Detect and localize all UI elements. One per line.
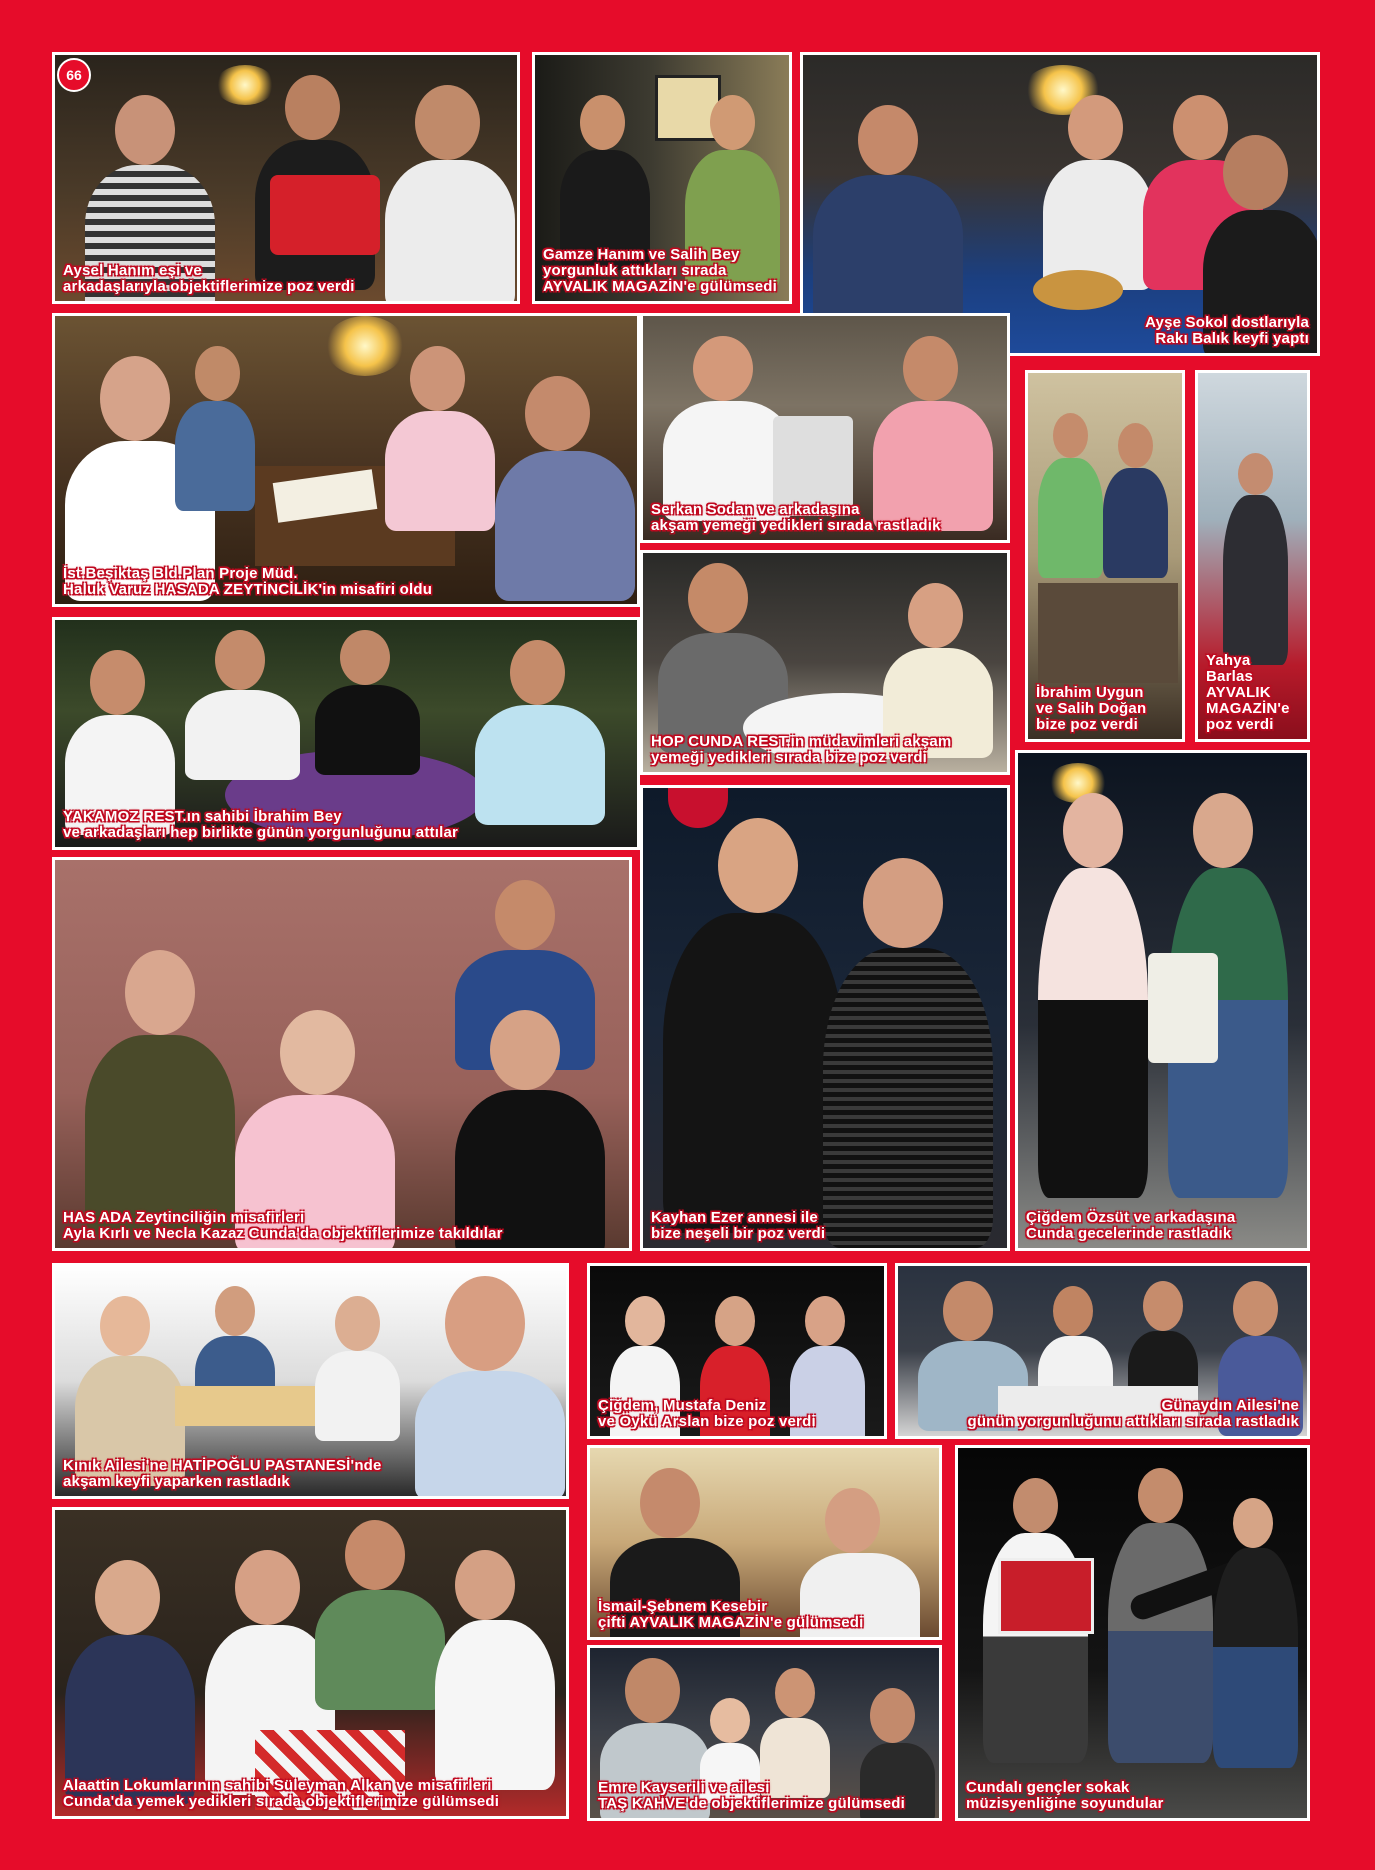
photo-caption: İsmail-Şebnem Kesebir çifti AYVALIK MAGAZİN'e gülümsedi — [598, 1598, 864, 1631]
photo-caption: Kınık Ailesi'ne HATİPOĞLU PASTANESİ'nde akşam keyfi yaparken rastladık — [63, 1457, 382, 1490]
photo-alaattin-lokumlari — [52, 1507, 569, 1819]
photo-cigdem-mustafa-oyku — [587, 1263, 887, 1439]
photo-caption: Aysel Hanım eşi ve arkadaşlarıyla objektiflerimize poz verdi — [63, 262, 355, 295]
photo-haluk-varuz — [52, 313, 640, 607]
photo-caption: YAKAMOZ REST.ın sahibi İbrahim Bey ve arkadaşları hep birlikte günün yorgunluğunu attılar — [63, 808, 459, 841]
photo-kayhan-ezer — [640, 785, 1010, 1251]
photo-caption: Günaydın Ailesi'ne günün yorgunluğunu attıkları sırada rastladık — [967, 1397, 1299, 1430]
photo-caption: Emre Kayserili ve ailesi TAŞ KAHVE'de objektiflerimize gülümsedi — [598, 1779, 905, 1812]
photo-ibrahim-salih — [1025, 370, 1185, 742]
photo-caption: Serkan Sodan ve arkadaşına akşam yemeği yedikleri sırada rastladık — [651, 501, 941, 534]
photo-cundali-gencler — [955, 1445, 1310, 1821]
photo-gunaydin-ailesi — [895, 1263, 1310, 1439]
photo-serkan-sodan — [640, 313, 1010, 543]
photo-yakamoz-rest — [52, 617, 640, 850]
photo-caption: Alaattin Lokumlarının sahibi Süleyman Alkan ve misafirleri Cunda'da yemek yedikleri sırada objektiflerimize gülümsedi — [63, 1777, 500, 1810]
photo-ismail-sebnem-kesebir — [587, 1445, 942, 1640]
photo-kinik-ailesi — [52, 1263, 569, 1499]
page-number: 66 — [57, 58, 91, 92]
photo-aysel-hanim — [52, 52, 520, 304]
photo-caption: Yahya Barlas AYVALIK MAGAZİN'e poz verdi — [1206, 652, 1290, 733]
photo-ayse-sokol — [800, 52, 1320, 356]
photo-caption: İbrahim Uygun ve Salih Doğan bize poz verdi — [1036, 684, 1147, 733]
photo-emre-kayserili — [587, 1645, 942, 1821]
photo-caption: Kayhan Ezer annesi ile bize neşeli bir poz verdi — [651, 1209, 826, 1242]
photo-caption: HOP CUNDA REST.in müdavimleri akşam yemeği yedikleri sırada bize poz verdi — [651, 733, 952, 766]
photo-caption: İst.Beşiktaş Bld.Plan Proje Müd. Haluk Varuz HASADA ZEYTİNCİLİK'in misafiri oldu — [63, 565, 433, 598]
photo-caption: Çiğdem, Mustafa Deniz ve Öykü Arslan bize poz verdi — [598, 1397, 816, 1430]
photo-has-ada-zeytincilik — [52, 857, 632, 1251]
photo-caption: HAS ADA Zeytinciliğin misafirleri Ayla Kırlı ve Necla Kazaz Cunda'da objektiflerimize takıldılar — [63, 1209, 503, 1242]
photo-caption: Cundalı gençler sokak müzisyenliğine soyundular — [966, 1779, 1164, 1812]
photo-caption: Gamze Hanım ve Salih Bey yorgunluk attıkları sırada AYVALIK MAGAZİN'e gülümsedi — [543, 246, 777, 295]
photo-gamze-salih — [532, 52, 792, 304]
photo-hop-cunda-rest — [640, 550, 1010, 775]
photo-caption: Ayşe Sokol dostlarıyla Rakı Balık keyfi yaptı — [1145, 314, 1309, 347]
photo-yahya-barlas — [1195, 370, 1310, 742]
photo-cigdem-ozsut — [1015, 750, 1310, 1251]
photo-caption: Çiğdem Özsüt ve arkadaşına Cunda gecelerinde rastladık — [1026, 1209, 1236, 1242]
